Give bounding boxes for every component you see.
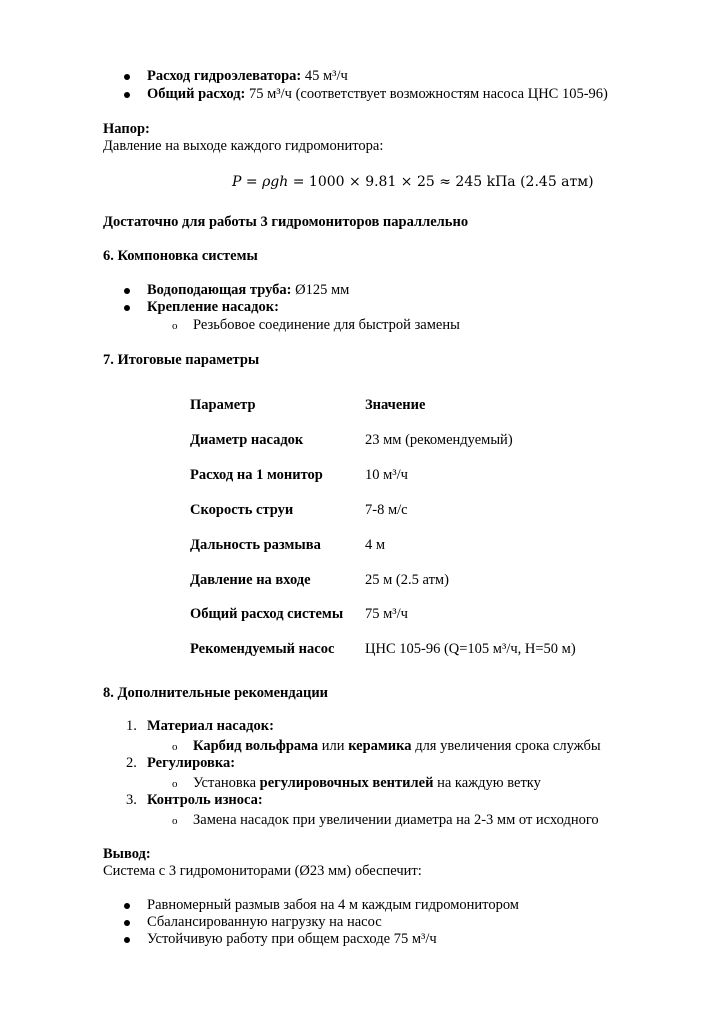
bold-text: керамика (348, 738, 412, 754)
list-number: 2. (126, 755, 137, 771)
list-item (147, 68, 348, 85)
formula-var: ρ (262, 174, 271, 190)
table-cell-value: 10 м³/ч (365, 467, 408, 483)
formula-op: = (241, 174, 263, 190)
bullet-icon (124, 288, 130, 294)
bullet-icon (124, 937, 130, 943)
table-header: Параметр (190, 397, 256, 413)
list-item: Крепление насадок: (147, 299, 279, 315)
bold-text: Карбид вольфрама (193, 738, 319, 754)
table-header: Значение (365, 397, 426, 413)
table-cell-value: 7-8 м/с (365, 502, 408, 518)
table-cell-value: 4 м (365, 537, 386, 553)
bullet-icon (124, 305, 130, 311)
circle-bullet-icon: o (172, 778, 178, 790)
table-cell-param: Рекомендуемый насос (190, 641, 335, 657)
pressure-text: Давление на выходе каждого гидромонитора: (103, 138, 384, 154)
text: или (318, 738, 349, 754)
section-6-heading: 6. Компоновка системы (103, 248, 258, 264)
list-item: Сбалансированную нагрузку на насос (147, 914, 382, 930)
list-item (147, 282, 349, 299)
item-value: 75 м³/ч (соответствует возможностям насоса ЦНС 105-96) (245, 86, 608, 102)
table-cell-value: 23 мм (рекомендуемый) (365, 432, 513, 448)
circle-bullet-icon: o (172, 815, 178, 827)
list-item: Устойчивую работу при общем расходе 75 м³/ч (147, 931, 437, 947)
formula-var: P (232, 174, 242, 190)
conclusion-intro: Система с 3 гидромониторами (Ø23 мм) обеспечит: (103, 863, 422, 879)
table-cell-value: 25 м (2.5 атм) (365, 572, 449, 588)
conclusion-heading: Вывод: (103, 846, 151, 862)
sub-item: Замена насадок при увеличении диаметра на 2-3 мм от исходного (193, 812, 599, 828)
list-number: 3. (126, 792, 137, 808)
table-cell-param: Дальность размыва (190, 537, 321, 553)
sub-item (193, 775, 541, 792)
table-cell-param: Скорость струи (190, 502, 294, 518)
pressure-conclusion: Достаточно для работы 3 гидромониторов параллельно (103, 214, 469, 230)
item-value: Ø125 мм (291, 282, 350, 298)
text: для увеличения срока службы (411, 738, 601, 754)
table-cell-value: ЦНС 105-96 (Q=105 м³/ч, H=50 м) (365, 641, 576, 657)
table-cell-value: 75 м³/ч (365, 606, 408, 622)
text: на каждую ветку (433, 775, 541, 791)
sub-item: Резьбовое соединение для быстрой замены (193, 317, 460, 333)
list-item: Регулировка: (147, 755, 236, 771)
item-label: Расход гидроэлеватора: (147, 68, 302, 84)
bullet-icon (124, 920, 130, 926)
table-cell-param: Общий расход системы (190, 606, 344, 622)
list-item: Равномерный размыв забоя на 4 м каждым гидромонитором (147, 897, 519, 913)
table-cell-param: Давление на входе (190, 572, 311, 588)
list-item: Контроль износа: (147, 792, 263, 808)
table-cell-param: Диаметр насадок (190, 432, 304, 448)
list-item: Материал насадок: (147, 718, 274, 734)
formula-var: h (279, 174, 289, 190)
pressure-formula (232, 174, 594, 190)
circle-bullet-icon: o (172, 741, 178, 753)
section-8-heading: 8. Дополнительные рекомендации (103, 685, 329, 701)
text: Установка (193, 775, 260, 791)
section-7-heading: 7. Итоговые параметры (103, 352, 260, 368)
bullet-icon (124, 92, 130, 98)
sub-item (193, 738, 601, 755)
item-label: Водоподающая труба: (147, 282, 292, 298)
circle-bullet-icon: o (172, 320, 178, 332)
list-item (147, 86, 608, 103)
bullet-icon (124, 74, 130, 80)
formula-var: g (270, 174, 280, 190)
bullet-icon (124, 903, 130, 909)
table-cell-param: Расход на 1 монитор (190, 467, 323, 483)
item-value: 45 м³/ч (301, 68, 348, 84)
pressure-heading: Напор: (103, 121, 150, 137)
item-label: Общий расход: (147, 86, 246, 102)
formula-rest: = 1000 × 9.81 × 25 ≈ 245 kПa (2.45 атм) (288, 174, 594, 190)
list-number: 1. (126, 718, 137, 734)
bold-text: регулировочных вентилей (259, 775, 434, 791)
